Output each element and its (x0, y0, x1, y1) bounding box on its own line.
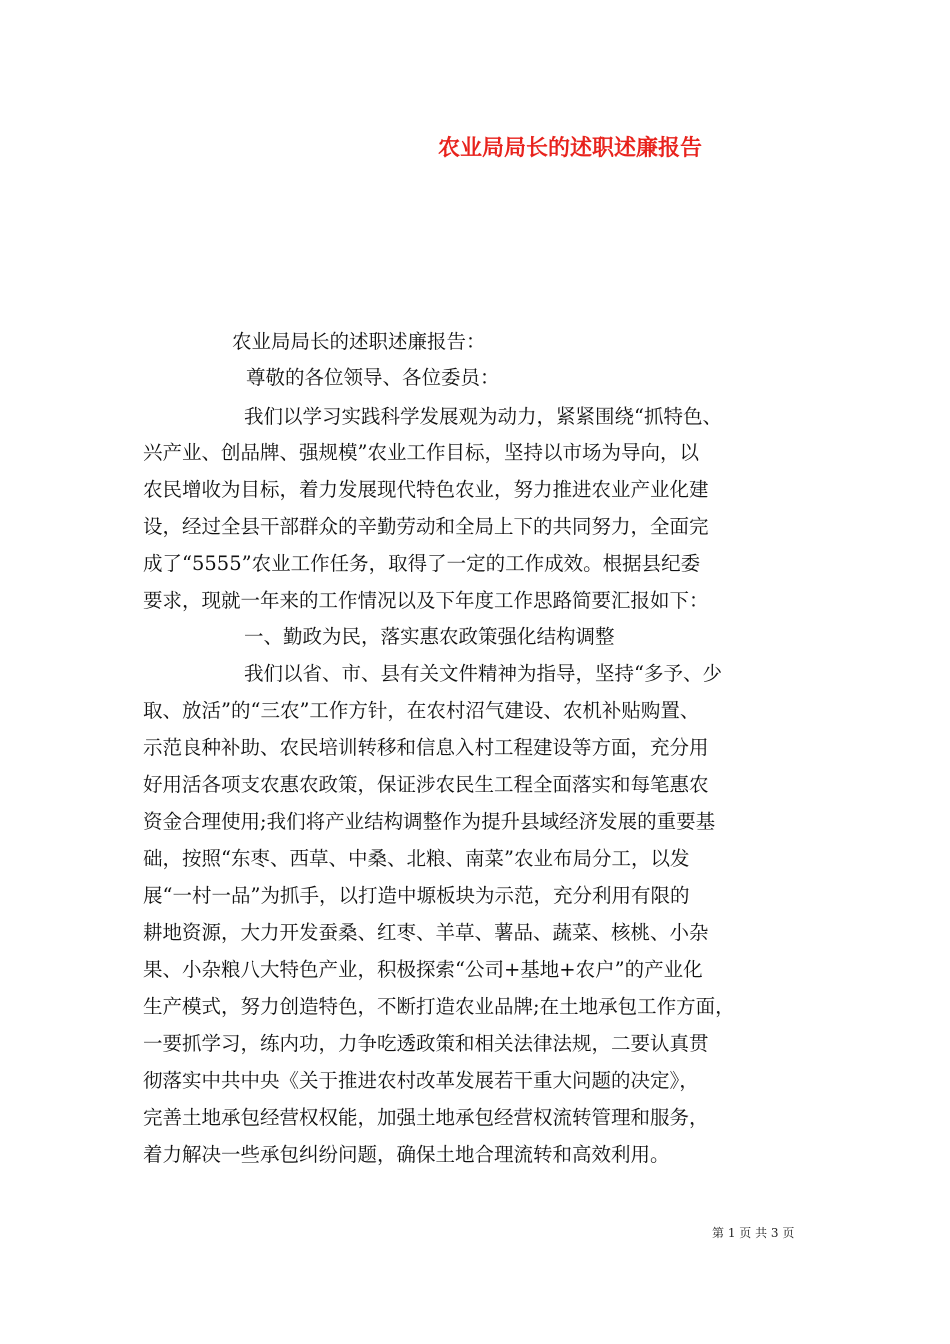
section-heading: 一、勤政为民，落实惠农政策强化结构调整 (244, 625, 615, 648)
paragraph-line: 础，按照“东枣、西草、中桑、北粮、南菜”农业布局分工，以发 (143, 847, 690, 870)
paragraph-line: 完善土地承包经营权权能，加强土地承包经营权流转管理和服务， (143, 1106, 709, 1129)
paragraph-line: 好用活各项支农惠农政策，保证涉农民生工程全面落实和每笔惠农 (143, 773, 709, 796)
salutation: 尊敬的各位领导、各位委员： (246, 366, 500, 389)
paragraph-line: 我们以省、市、县有关文件精神为指导，坚持“多予、少 (244, 662, 722, 685)
paragraph-line: 示范良种补助、农民培训转移和信息入村工程建设等方面，充分用 (143, 736, 709, 759)
paragraph-line: 设，经过全县干部群众的辛勤劳动和全局上下的共同努力，全面完 (143, 515, 709, 538)
paragraph-line: 耕地资源，大力开发蚕桑、红枣、羊草、薯品、蔬菜、核桃、小杂 (143, 921, 709, 944)
paragraph-line: 展“一村一品”为抓手，以打造中塬板块为示范，充分利用有限的 (143, 884, 690, 907)
paragraph-line: 成了“5555”农业工作任务，取得了一定的工作成效。根据县纪委 (143, 552, 701, 575)
paragraph-line: 要求，现就一年来的工作情况以及下年度工作思路简要汇报如下： (143, 589, 709, 612)
page-title: 农业局局长的述职述廉报告 (437, 135, 702, 161)
page-number: 第 1 页 共 3 页 (712, 1226, 795, 1240)
paragraph-line: 我们以学习实践科学发展观为动力，紧紧围绕“抓特色、 (244, 405, 722, 428)
paragraph-line: 一要抓学习，练内功，力争吃透政策和相关法律法规，二要认真贯 (143, 1032, 709, 1055)
paragraph-line: 彻落实中共中央《关于推进农村改革发展若干重大问题的决定》， (143, 1069, 699, 1092)
paragraph-line: 果、小杂粮八大特色产业，积极探索“公司+基地+农户”的产业化 (143, 958, 703, 981)
paragraph-line: 农民增收为目标，着力发展现代特色农业，努力推进农业产业化建 (143, 478, 709, 501)
paragraph-line: 取、放活”的“三农”工作方针，在农村沼气建设、农机补贴购置、 (143, 699, 700, 722)
paragraph-line: 兴产业、创品牌、强规模”农业工作目标，坚持以市场为导向，以 (143, 441, 699, 464)
paragraph-line: 资金合理使用;我们将产业结构调整作为提升县域经济发展的重要基 (143, 810, 716, 833)
paragraph-line: 着力解决一些承包纠纷问题，确保土地合理流转和高效利用。 (143, 1143, 670, 1166)
report-heading: 农业局局长的述职述廉报告： (232, 330, 486, 353)
paragraph-line: 生产模式，努力创造特色，不断打造农业品牌;在土地承包工作方面， (143, 995, 735, 1018)
